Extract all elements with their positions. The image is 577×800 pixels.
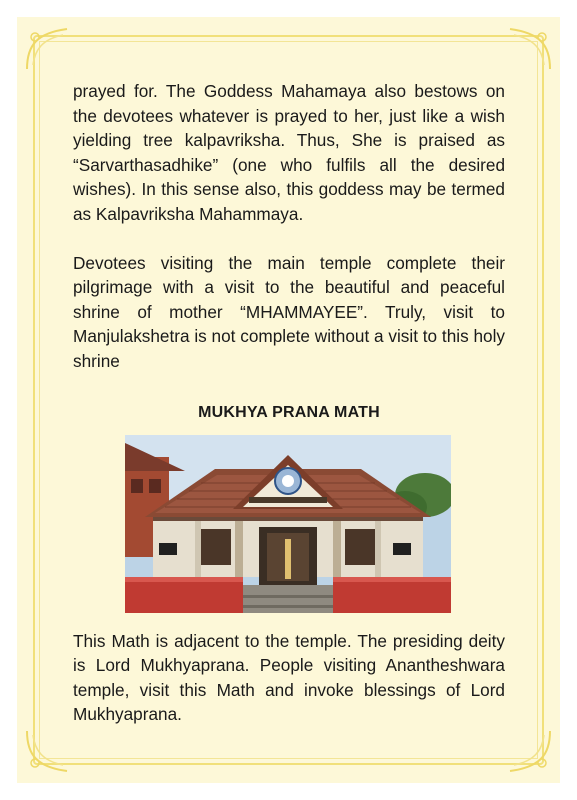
temple-photo xyxy=(125,435,451,613)
page xyxy=(17,17,560,783)
corner-ornament-icon xyxy=(506,727,554,775)
paragraph-mahamaya: prayed for. The Goddess Mahamaya also bestows on the devotees whatever is prayed to her, just like a wish yielding tree kalpavriksha. Thus, She is praised as “Sarvarthasadhike” (one who fulfils all the desired wishes). In this sense also, this goddess may be termed as Kalpavriksha Mahammaya. xyxy=(73,81,505,224)
section-heading: MUKHYA PRANA MATH xyxy=(198,403,380,421)
paragraph-pilgrimage: Devotees visiting the main temple complete their pilgrimage with a visit to the beautiful and peaceful shrine of mother “MHAMMAYEE”. Truly, visit to Manjulakshetra is not complete without a visit to this holy shrine xyxy=(73,252,505,371)
corner-ornament-icon xyxy=(23,25,71,73)
corner-ornament-icon xyxy=(506,25,554,73)
corner-ornament-icon xyxy=(23,727,71,775)
paragraph-math-description: This Math is adjacent to the temple. The presiding deity is Lord Mukhyaprana. People visiting Anantheshwara temple, visit this Math and invoke blessings of Lord Mukhyaprana. xyxy=(73,630,505,725)
page-content xyxy=(73,79,505,727)
